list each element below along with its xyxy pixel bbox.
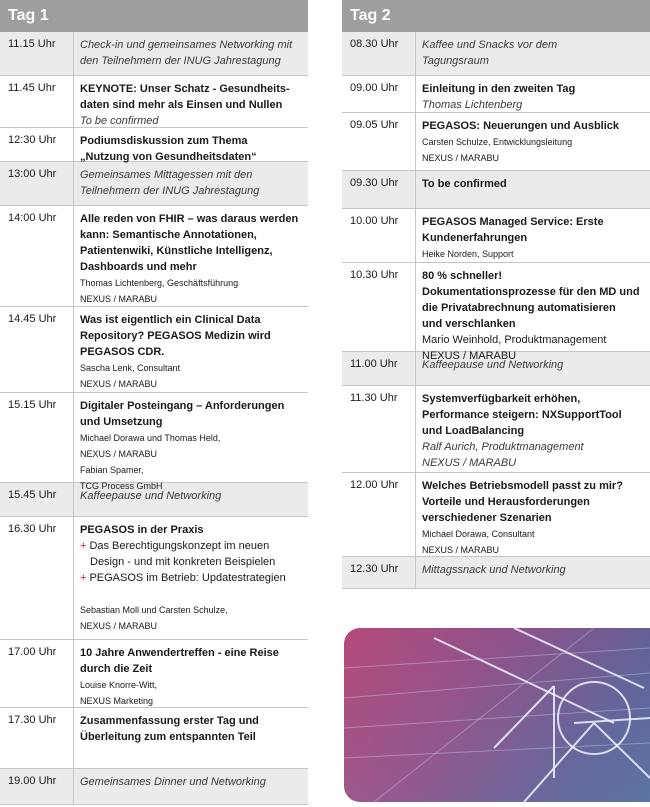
session-title-line: die Privatabrechnung automatisieren	[422, 302, 616, 314]
schedule-row	[342, 263, 650, 362]
session-content	[74, 708, 308, 768]
session-content	[416, 113, 650, 170]
session-title-line: Repository? PEGASOS Medizin wird	[80, 330, 271, 342]
session-content	[74, 393, 308, 491]
session-title-line: Zusammenfassung erster Tag und	[80, 715, 259, 727]
speaker-line: TCG Process GmbH	[80, 481, 163, 491]
plus-icon: +	[80, 572, 87, 584]
session-note-line: Gemeinsames Mittagessen mit den	[80, 169, 253, 181]
session-content	[416, 557, 650, 588]
schedule-row	[0, 32, 308, 76]
session-note-line: Check-in und gemeinsames Networking mit	[80, 39, 293, 51]
schedule-row	[0, 708, 308, 769]
session-note-line: To be confirmed	[80, 115, 159, 127]
session-title-line: Überleitung zum entspannten Teil	[80, 731, 256, 743]
speaker-line: Michael Dorawa, Consultant	[422, 529, 535, 539]
session-title-line: PEGASOS CDR.	[80, 346, 165, 358]
session-title-line: verschiedener Szenarien	[422, 512, 552, 524]
session-title-line: und Umsetzung	[80, 416, 163, 428]
session-title-line: daten sind mehr als Einsen und Nullen	[80, 99, 283, 111]
session-content	[416, 32, 650, 75]
session-title-line: Dokumentationsprozesse für den MD und	[422, 286, 640, 298]
speaker-line: Carsten Schulze, Entwicklungsleitung	[422, 137, 573, 147]
time-label: 16.30 Uhr	[0, 517, 74, 639]
time-label: 14:00 Uhr	[0, 206, 74, 306]
session-note-line: Gemeinsames Dinner und Networking	[80, 776, 266, 788]
bullet-text: PEGASOS im Betrieb: Updatestrategien	[89, 572, 286, 584]
session-title-line: Alle reden von FHIR – was daraus werden	[80, 213, 299, 225]
time-label: 11.00 Uhr	[342, 352, 416, 385]
speaker-line: NEXUS / MARABU	[80, 621, 158, 631]
time-label: 09.30 Uhr	[342, 171, 416, 208]
session-content	[74, 76, 308, 127]
schedule-row	[0, 769, 308, 805]
schedule-row	[342, 473, 650, 557]
time-label: 08.30 Uhr	[342, 32, 416, 75]
speaker-line: NEXUS / MARABU	[422, 545, 500, 555]
session-title-line: Systemverfügbarkeit erhöhen,	[422, 393, 581, 405]
schedule-row	[342, 557, 650, 589]
time-label: 09.05 Uhr	[342, 113, 416, 170]
day2-column	[342, 0, 650, 589]
time-label: 10.00 Uhr	[342, 209, 416, 262]
schedule-row	[342, 209, 650, 263]
session-note-line: Tagungsraum	[422, 55, 489, 67]
session-title-line: PEGASOS Managed Service: Erste	[422, 216, 604, 228]
time-label: 15.45 Uhr	[0, 483, 74, 516]
day2-heading: Tag 2	[342, 0, 650, 32]
session-content	[416, 473, 650, 556]
speaker-line: Thomas Lichtenberg	[422, 99, 523, 111]
bullet-item	[80, 554, 304, 570]
session-content	[416, 209, 650, 262]
session-content	[74, 162, 308, 205]
time-label: 14.45 Uhr	[0, 307, 74, 392]
schedule-row	[0, 483, 308, 517]
bullet-text: Design - und mit konkreten Beispielen	[90, 556, 276, 568]
session-title-line: Podiumsdiskussion zum Thema	[80, 135, 248, 147]
bullet-item	[80, 570, 304, 586]
session-content	[74, 32, 308, 75]
session-note-line: den Teilnehmern der INUG Jahrestagung	[80, 55, 281, 67]
session-content	[74, 769, 308, 804]
schedule-row	[342, 32, 650, 76]
session-title-line: PEGASOS: Neuerungen und Ausblick	[422, 120, 620, 132]
day1-schedule	[0, 32, 308, 805]
time-label: 10.30 Uhr	[342, 263, 416, 351]
schedule-row	[0, 640, 308, 708]
session-content	[74, 640, 308, 707]
schedule-row	[342, 386, 650, 473]
session-content	[416, 171, 650, 208]
day2-schedule	[342, 32, 650, 589]
speaker-line: NEXUS / MARABU	[422, 457, 517, 469]
session-title-line: Patientenwiki, Künstliche Intelligenz,	[80, 245, 273, 257]
time-label: 19.00 Uhr	[0, 769, 74, 804]
time-label: 12.30 Uhr	[342, 557, 416, 588]
session-title-line: und verschlanken	[422, 318, 516, 330]
time-label: 12.00 Uhr	[342, 473, 416, 556]
speaker-line: Mario Weinhold, Produktmanagement	[422, 334, 607, 346]
schedule-row	[0, 517, 308, 640]
schedule-row	[0, 128, 308, 162]
session-content	[416, 263, 650, 362]
session-title-line: Performance steigern: NXSupportTool	[422, 409, 622, 421]
speaker-line: Sebastian Moll und Carsten Schulze,	[80, 605, 228, 615]
session-content	[74, 307, 308, 392]
schedule-row	[0, 206, 308, 307]
speaker-line: Thomas Lichtenberg, Geschäftsführung	[80, 278, 239, 288]
speaker-line: Michael Dorawa und Thomas Held,	[80, 433, 221, 443]
schedule-row	[0, 393, 308, 491]
session-title-line: Digitaler Posteingang – Anforderungen	[80, 400, 285, 412]
speaker-line: Heike Norden, Support	[422, 249, 514, 259]
session-title-line: 10 Jahre Anwendertreffen - eine Reise	[80, 647, 279, 659]
schedule-row	[0, 307, 308, 393]
session-note-line: Kaffeepause und Networking	[80, 490, 222, 502]
session-title-line: Kundenerfahrungen	[422, 232, 528, 244]
session-title-line: Einleitung in den zweiten Tag	[422, 83, 576, 95]
time-label: 13:00 Uhr	[0, 162, 74, 205]
speaker-line: Fabian Spamer,	[80, 465, 144, 475]
session-note-line: Kaffeepause und Networking	[422, 359, 564, 371]
speaker-line: Louise Knorre-Witt,	[80, 680, 158, 690]
bullet-text: Das Berechtigungskonzept im neuen	[89, 540, 270, 552]
session-content	[74, 517, 308, 639]
speaker-line: Ralf Aurich, Produktmanagement	[422, 441, 584, 453]
session-title-line: kann: Semantische Annotationen,	[80, 229, 257, 241]
anniversary-image	[344, 628, 650, 802]
session-title-line: PEGASOS in der Praxis	[80, 524, 204, 536]
session-title-line: Vorteile und Herausforderungen	[422, 496, 590, 508]
speaker-line: NEXUS / MARABU	[80, 449, 158, 459]
plus-icon: +	[80, 540, 87, 552]
session-content	[74, 128, 308, 161]
speaker-line: NEXUS / MARABU	[422, 350, 517, 362]
schedule-row	[342, 113, 650, 171]
time-label: 11.15 Uhr	[0, 32, 74, 75]
session-content	[74, 206, 308, 306]
speaker-line: Sascha Lenk, Consultant	[80, 363, 181, 373]
session-content	[416, 352, 650, 385]
session-title-line: Welches Betriebsmodell passt zu mir?	[422, 480, 623, 492]
session-title-line: Dashboards und mehr	[80, 261, 197, 273]
spacer	[80, 586, 304, 602]
time-label: 17.00 Uhr	[0, 640, 74, 707]
session-title-line: und LoadBalancing	[422, 425, 525, 437]
session-content	[74, 483, 308, 516]
schedule-row	[342, 352, 650, 386]
day1-heading: Tag 1	[0, 0, 308, 32]
time-label: 11.45 Uhr	[0, 76, 74, 127]
session-title-line: 80 % schneller!	[422, 270, 503, 282]
time-label: 11.30 Uhr	[342, 386, 416, 472]
session-content	[416, 386, 650, 472]
session-note-line: Teilnehmern der INUG Jahrestagung	[80, 185, 260, 197]
anniversary-graphic	[344, 628, 650, 802]
speaker-line: NEXUS / MARABU	[80, 379, 158, 389]
session-note-line: Kaffee und Snacks vor dem	[422, 39, 558, 51]
session-title-line: „Nutzung von Gesundheitsdaten“	[80, 151, 257, 163]
session-title-line: Was ist eigentlich ein Clinical Data	[80, 314, 261, 326]
bullet-item	[80, 538, 304, 554]
session-content	[416, 76, 650, 112]
speaker-line: NEXUS Marketing	[80, 696, 154, 706]
time-label: 17.30 Uhr	[0, 708, 74, 768]
schedule-row	[0, 162, 308, 206]
day1-column	[0, 0, 308, 805]
schedule-row	[342, 171, 650, 209]
speaker-line: NEXUS / MARABU	[422, 153, 500, 163]
speaker-line: NEXUS / MARABU	[80, 294, 158, 304]
schedule-row	[0, 76, 308, 128]
session-note-line: Mittagssnack und Networking	[422, 564, 566, 576]
session-title-line: To be confirmed	[422, 178, 507, 190]
time-label: 09.00 Uhr	[342, 76, 416, 112]
time-label: 15.15 Uhr	[0, 393, 74, 482]
session-title-line: KEYNOTE: Unser Schatz - Gesundheits-	[80, 83, 290, 95]
session-title-line: durch die Zeit	[80, 663, 153, 675]
time-label: 12:30 Uhr	[0, 128, 74, 161]
schedule-row	[342, 76, 650, 113]
